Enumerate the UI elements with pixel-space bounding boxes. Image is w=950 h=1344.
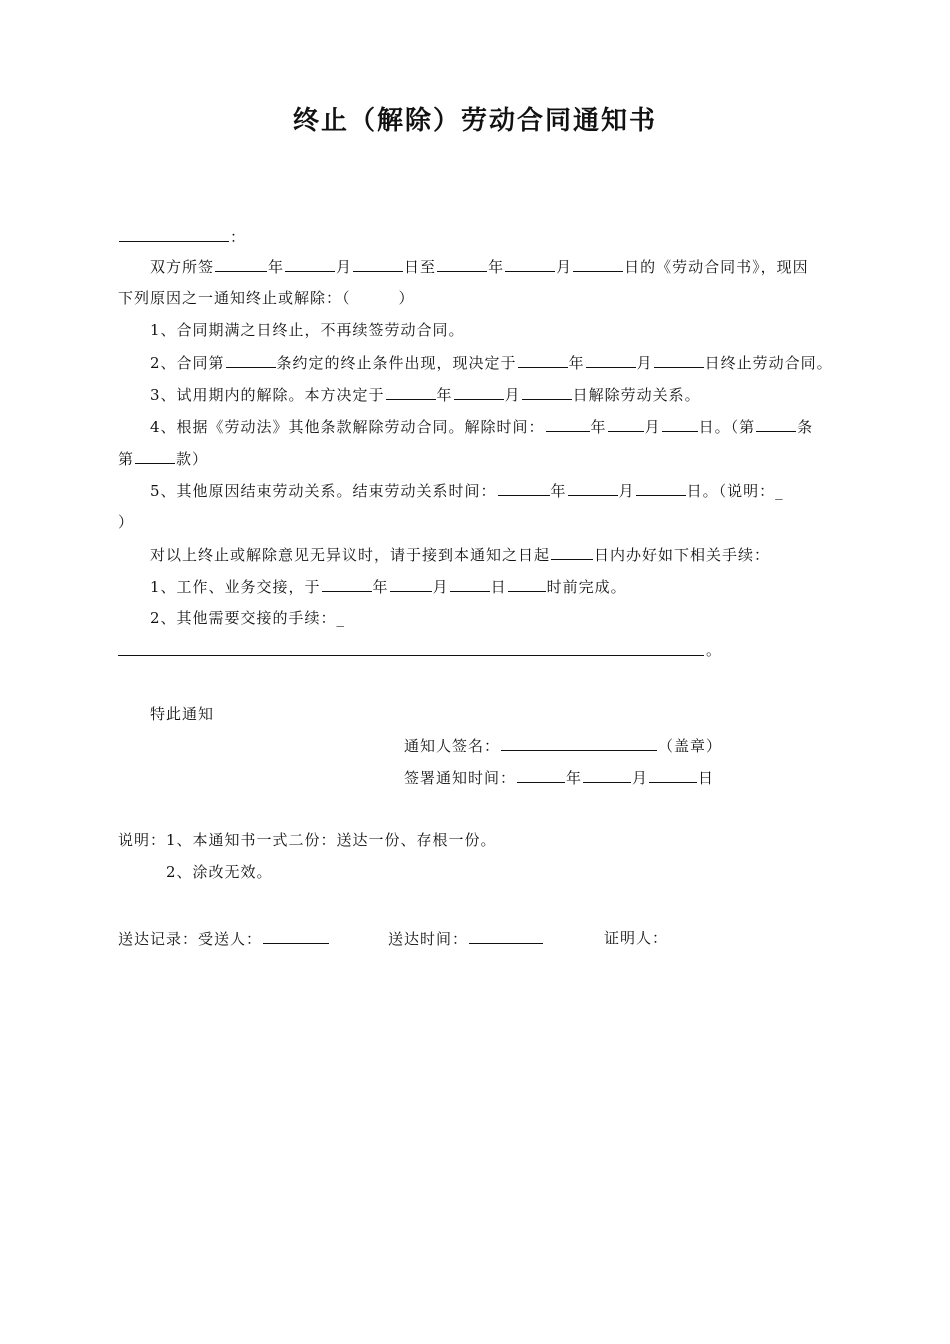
h1-month-blank[interactable] (390, 576, 432, 592)
document-title: 终止（解除）劳动合同通知书 (292, 106, 657, 136)
end-year-blank[interactable] (437, 256, 487, 272)
sign-month-blank[interactable] (583, 767, 631, 783)
year-label: 年 (268, 258, 285, 276)
signature-blank[interactable] (501, 735, 657, 751)
sign-day-blank[interactable] (649, 767, 697, 783)
reason-4 (150, 416, 813, 437)
signature-date-label: 签署通知时间： (404, 769, 517, 787)
intro-line-2: 下列原因之一通知终止或解除：（ ） (118, 289, 415, 307)
r4-year-blank[interactable] (546, 416, 590, 432)
month-label: 月 (336, 258, 353, 276)
day-label: 日 (698, 769, 715, 787)
r3-month-blank[interactable] (454, 384, 504, 400)
year-label: 年 (372, 578, 389, 596)
start-year-blank[interactable] (215, 256, 267, 272)
delivery-record (118, 928, 330, 949)
year-label: 年 (566, 769, 583, 787)
h1-hour-blank[interactable] (508, 576, 546, 592)
r5-day-blank[interactable] (636, 480, 686, 496)
r2-year-blank[interactable] (518, 352, 568, 368)
month-label: 月 (556, 258, 573, 276)
r2-day-blank[interactable] (654, 352, 704, 368)
handover-intro-text: 对以上终止或解除意见无异议时，请于接到本通知之日起 (150, 546, 551, 564)
r5-year-blank[interactable] (498, 480, 550, 496)
handover-intro-text-b: 日内办好如下相关手续： (594, 546, 771, 564)
reason-4-text-d: 第 (118, 450, 135, 468)
seal-label: （盖章） (658, 737, 723, 755)
colon: ： (230, 228, 247, 246)
reason-1: 1、合同期满之日终止，不再续签劳动合同。 (150, 321, 465, 339)
day-to-label: 日至 (404, 258, 437, 276)
r4-article-blank[interactable] (756, 416, 796, 432)
reason-2 (150, 352, 833, 373)
signature-date-line (404, 767, 714, 788)
year-label: 年 (590, 418, 607, 436)
intro-text-2: 日的《劳动合同书》，现因 (624, 258, 809, 276)
r3-day-blank[interactable] (522, 384, 572, 400)
reason-3 (150, 384, 701, 405)
sign-year-blank[interactable] (517, 767, 565, 783)
r4-paragraph-blank[interactable] (135, 448, 175, 464)
handover-2-blank-line[interactable] (118, 655, 704, 656)
delivery-time-blank[interactable] (469, 928, 543, 944)
delivery-time (388, 928, 544, 949)
r3-year-blank[interactable] (386, 384, 436, 400)
year-label: 年 (436, 386, 453, 404)
recipient-signature-blank[interactable] (263, 928, 329, 944)
reason-5-text: 5、其他原因结束劳动关系。结束劳动关系时间： (150, 482, 497, 500)
r4-month-blank[interactable] (608, 416, 644, 432)
start-month-blank[interactable] (285, 256, 335, 272)
reason-3-text-b: 日解除劳动关系。 (572, 386, 701, 404)
reason-3-text: 3、试用期内的解除。本方决定于 (150, 386, 385, 404)
r4-day-blank[interactable] (662, 416, 698, 432)
delivery-recipient-label: 送达记录：受送人： (118, 930, 263, 948)
handover-days-blank[interactable] (551, 544, 593, 560)
month-label: 月 (618, 482, 635, 500)
reason-5 (150, 480, 784, 501)
reason-4-text-b: 日。（第 (698, 418, 756, 436)
handover-1-text: 1、工作、业务交接，于 (150, 578, 321, 596)
month-label: 月 (644, 418, 661, 436)
month-label: 月 (632, 769, 649, 787)
month-label: 月 (432, 578, 449, 596)
handover-intro (150, 544, 770, 565)
reason-5-text-b: 日。（说明：_ (686, 482, 784, 500)
reason-5-cont: ） (118, 513, 135, 531)
year-label: 年 (550, 482, 567, 500)
delivery-time-label: 送达时间： (388, 930, 469, 948)
handover-1-text-b: 时前完成。 (546, 578, 627, 596)
signature-label: 通知人签名： (404, 737, 501, 755)
recipient-blank[interactable] (119, 226, 229, 242)
recipient-line (118, 226, 246, 247)
start-day-blank[interactable] (353, 256, 403, 272)
year-label: 年 (568, 354, 585, 372)
note-1: 说明：1、本通知书一式二份：送达一份、存根一份。 (118, 831, 497, 849)
r5-month-blank[interactable] (568, 480, 618, 496)
reason-4-text-c: 条 (797, 418, 814, 436)
clause-number-blank[interactable] (226, 352, 276, 368)
intro-text: 双方所签 (150, 258, 215, 276)
witness: 证明人： (604, 929, 669, 947)
reason-4-text-e: 款） (176, 450, 209, 468)
reason-2-text: 2、合同第 (150, 354, 225, 372)
reason-2-text-c: 日终止劳动合同。 (704, 354, 833, 372)
reason-2-text-b: 条约定的终止条件出现，现决定于 (276, 354, 517, 372)
r2-month-blank[interactable] (586, 352, 636, 368)
h1-day-blank[interactable] (450, 576, 490, 592)
handover-2-end: 。 (706, 641, 723, 659)
year-label: 年 (488, 258, 505, 276)
note-2: 2、涂改无效。 (166, 863, 273, 881)
end-day-blank[interactable] (573, 256, 623, 272)
reason-4-cont (118, 448, 208, 469)
reason-4-text: 4、根据《劳动法》其他条款解除劳动合同。解除时间： (150, 418, 545, 436)
month-label: 月 (636, 354, 653, 372)
handover-2: 2、其他需要交接的手续：_ (150, 609, 346, 627)
h1-year-blank[interactable] (322, 576, 372, 592)
handover-1 (150, 576, 627, 597)
signature-line (404, 735, 722, 756)
month-label: 月 (504, 386, 521, 404)
day-label: 日 (490, 578, 507, 596)
intro-line-1 (150, 256, 809, 277)
closing-text: 特此通知 (150, 705, 215, 723)
end-month-blank[interactable] (505, 256, 555, 272)
